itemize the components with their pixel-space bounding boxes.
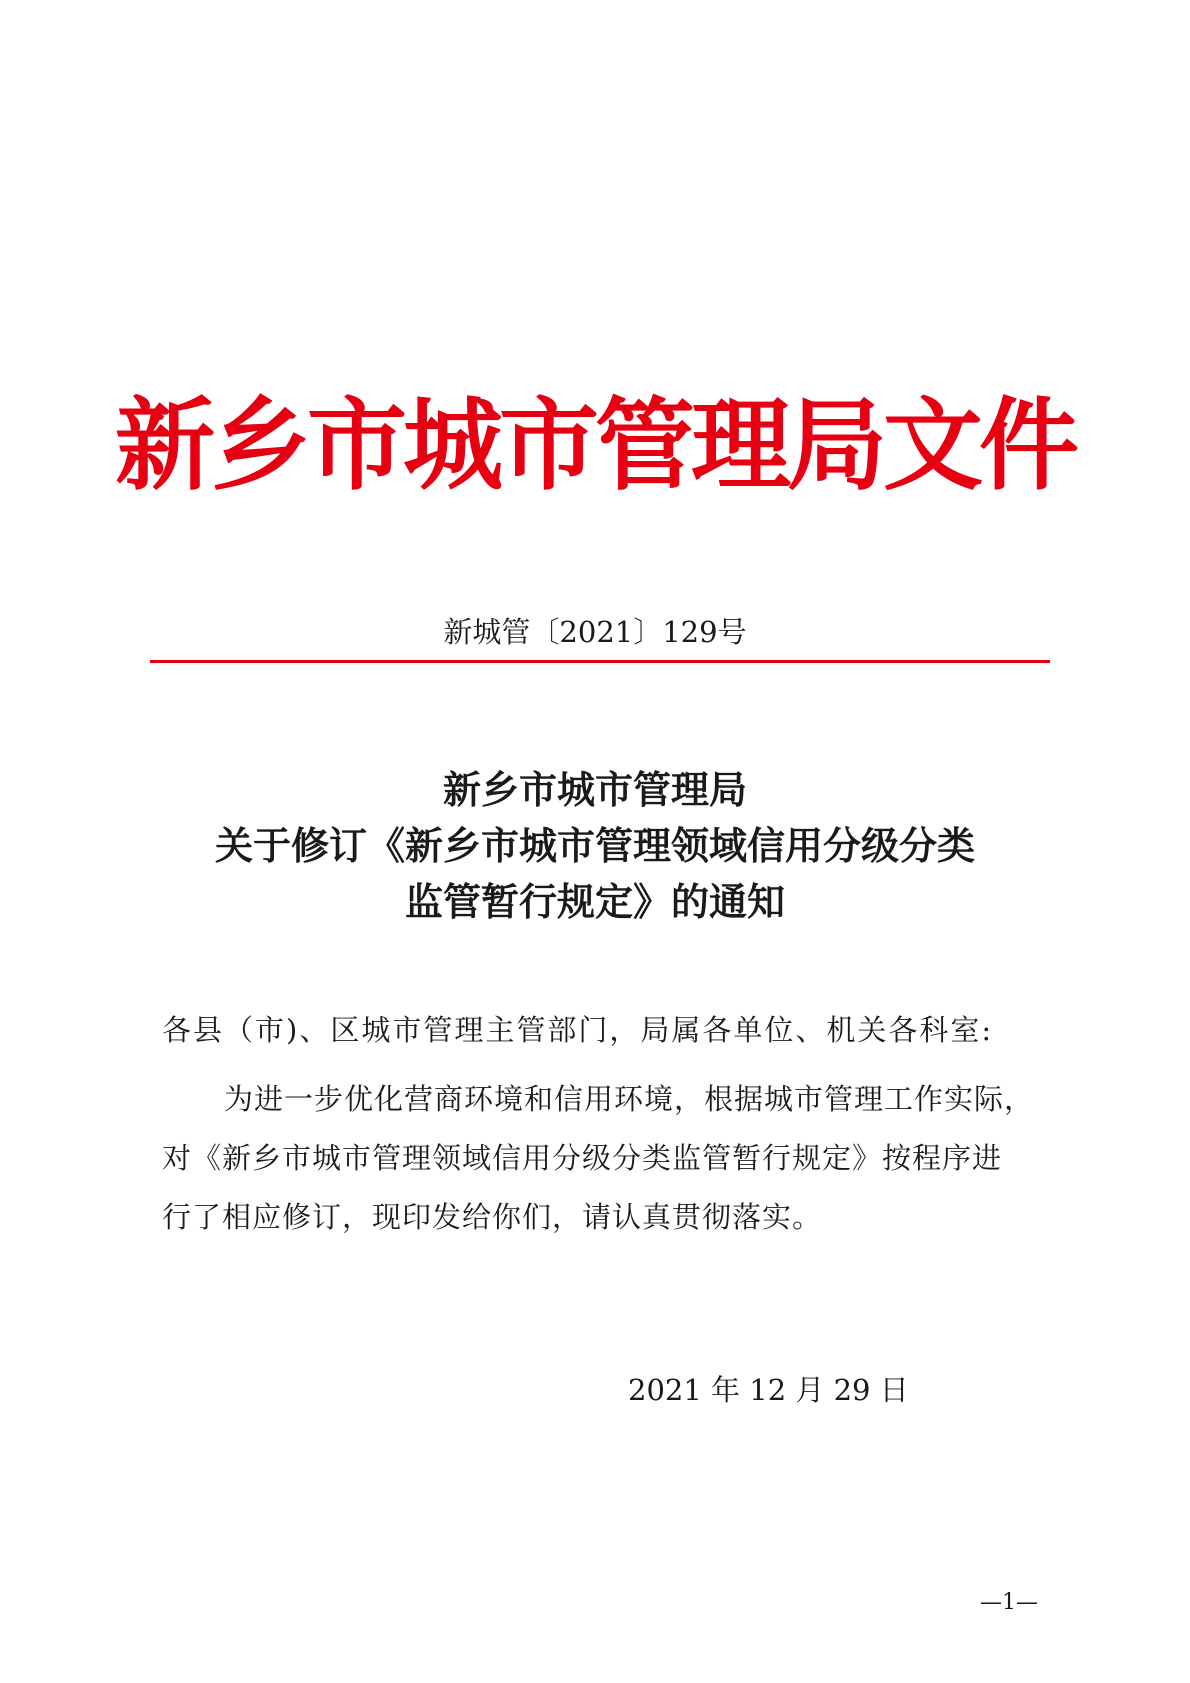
title-line-2: 关于修订《新乡市城市管理领域信用分级分类 xyxy=(214,823,975,868)
masthead-title: 新乡市城市管理局文件 xyxy=(115,386,1075,504)
page-number: —1— xyxy=(980,1590,1038,1615)
notice-title xyxy=(0,762,1190,930)
title-line-1: 新乡市城市管理局 xyxy=(442,767,747,812)
body-line-2: 对《新乡市城市管理领域信用分级分类监管暂行规定》按程序进 xyxy=(162,1141,1003,1175)
body-paragraph xyxy=(162,1070,1042,1247)
body-line-1: 为进一步优化营商环境和信用环境，根据城市管理工作实际， xyxy=(224,1082,1035,1116)
body-line-3: 行了相应修订，现印发给你们，请认真贯彻落实。 xyxy=(162,1200,823,1234)
red-divider-line xyxy=(150,660,1050,663)
document-number: 新城管〔2021〕129号 xyxy=(443,615,747,649)
issue-date: 2021 年 12 月 29 日 xyxy=(628,1373,909,1407)
title-line-3: 监管暂行规定》的通知 xyxy=(404,879,785,924)
addressee-line: 各县（市)、区城市管理主管部门，局属各单位、机关各科室: xyxy=(162,1013,994,1047)
